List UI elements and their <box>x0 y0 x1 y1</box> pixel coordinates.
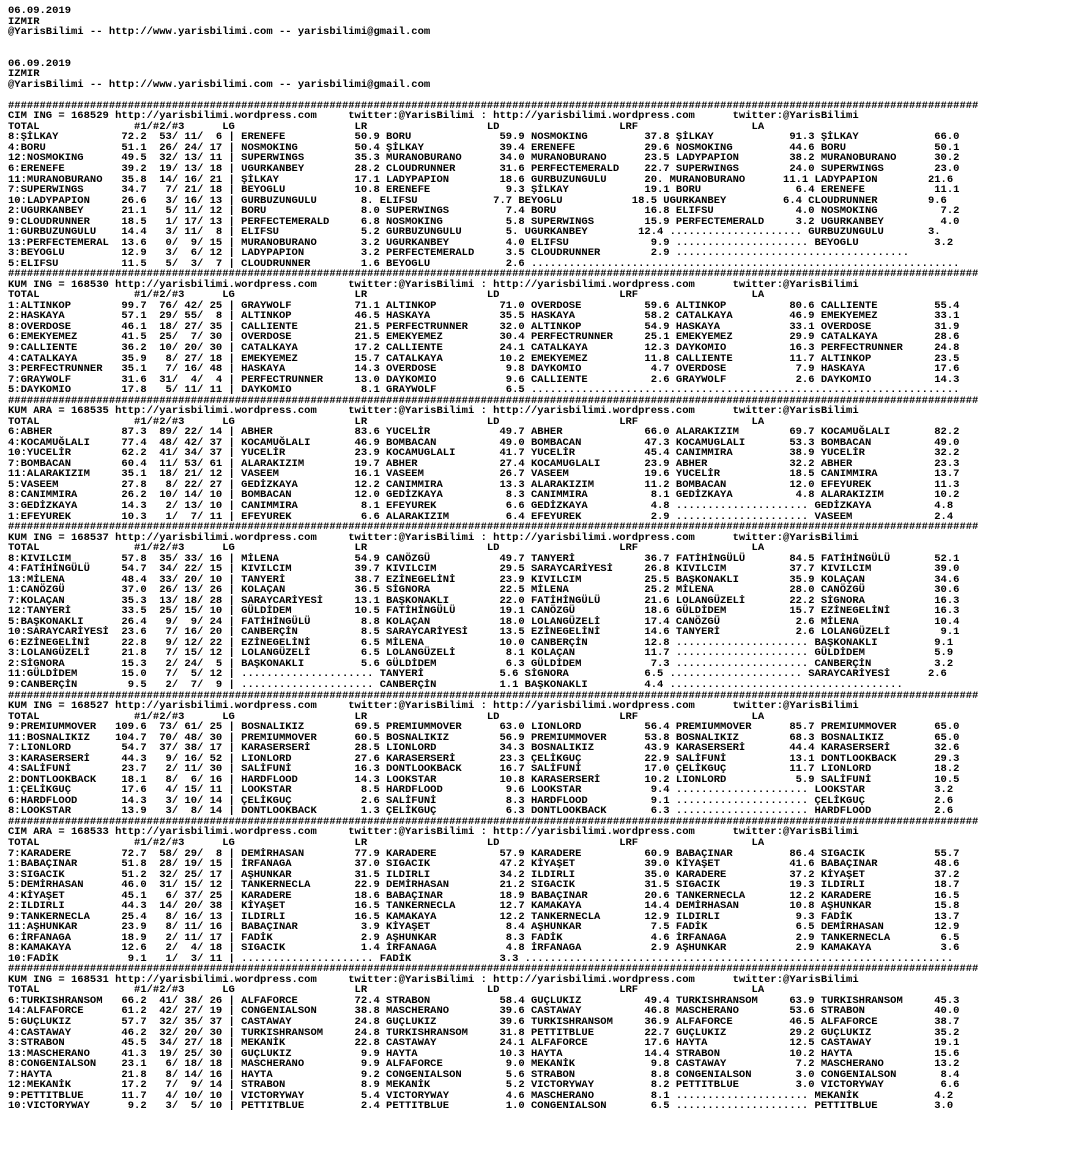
document-line: 2:SİGNORA 15.3 2/ 24/ 5 | BAŞKONAKLI 5.6 GÜLDİDEM 6.3 GÜLDİDEM 7.3 ..................... CANBERÇİN 3.2 <box>8 657 954 670</box>
document-line: 8:CONGENIALSON 23.1 6/ 18/ 18 | MASCHERANO 9.9 ALFAFORCE 9.0 MEKANİK 9.8 CASTAWAY 7.2 MASCHERANO 13.2 <box>8 1058 960 1071</box>
document-line: 11:AŞHUNKAR 23.9 8/ 11/ 16 | BABAÇINAR 3.9 KİYAŞET 8.4 AŞHUNKAR 7.5 FADİK 6.5 DEMİRHASAN 12.9 <box>8 921 960 934</box>
document-line: 6:EMEKYEMEZ 41.5 25/ 7/ 30 | OVERDOSE 21.5 EMEKYEMEZ 30.4 PERFECTRUNNER 25.1 EMEKYEMEZ 29.9 CATALKAYA 28.6 <box>8 331 960 344</box>
document-line: 7:KOLAÇAN 35.3 13/ 18/ 28 | SARAYCARİYESİ 13.1 BAŞKONAKLI 22.0 FATİHİNGÜLÜ 21.6 LOLANGÜZELİ 22.2 SİGNORA 16.3 <box>8 594 960 607</box>
document-line: ########################################################################################################################################################## <box>8 394 979 407</box>
document-line: 2:HASKAYA 57.1 29/ 55/ 8 | ALTINKOP 46.5 HASKAYA 35.5 HASKAYA 58.2 CATALKAYA 46.9 EMEKYEMEZ 33.1 <box>8 310 960 323</box>
document-line: KUM ARA = 168535 http://yarisbilimi.wordpress.com twitter:@YarisBilimi : http://yarisbilimi.wordpress.com twitter:@YarisBilimi <box>8 405 859 418</box>
document-line: ########################################################################################################################################################## <box>8 521 979 534</box>
document-line: 9:PREMIUMMOVER 109.6 73/ 61/ 25 | BOSNALIKIZ 69.5 PREMIUMMOVER 63.0 LIONLORD 56.4 PREMIUMMOVER 85.7 PREMIUMMOVER 65.0 <box>8 721 960 734</box>
document-line: @YarisBilimi -- http://www.yarisbilimi.com -- yarisbilimi@gmail.com <box>8 26 431 39</box>
document-line: 1:CANÖZGÜ 37.0 26/ 13/ 26 | KOLAÇAN 36.5 SİGNORA 22.5 MİLENA 25.2 MİLENA 28.0 CANÖZGÜ 30.6 <box>8 584 960 597</box>
document-line: 11:BOSNALIKIZ 104.7 70/ 48/ 30 | PREMIUMMOVER 60.5 BOSNALIKIZ 56.9 PREMIUMMOVER 53.8 BOSNALIKIZ 68.3 BOSNALIKIZ 65.0 <box>8 731 960 744</box>
document-line: KUM ING = 168527 http://yarisbilimi.wordpress.com twitter:@YarisBilimi : http://yarisbilimi.wordpress.com twitter:@YarisBilimi <box>8 700 859 713</box>
document-line: 10:LADYPAPION 26.6 3/ 16/ 13 | GURBUZUNGULU 8. ELIFSU 7.7 BEYOGLU 18.5 UGURKANBEY 6.4 CLOUDRUNNER 9.6 <box>8 194 947 207</box>
document-line: 8:KAMAKAYA 12.6 2/ 4/ 18 | SIGACIK 1.4 İRFANAGA 4.8 İRFANAGA 2.9 AŞHUNKAR 2.9 KAMAKAYA 3.6 <box>8 942 960 955</box>
document-line: 2:UGURKANBEY 21.1 5/ 11/ 12 | BORU 8.0 SUPERWINGS 7.4 BORU 16.8 ELIFSU 4.0 NOSMOKING 7.2 <box>8 205 960 218</box>
document-line: 7:GRAYWOLF 31.6 31/ 4/ 4 | PERFECTRUNNER 13.0 DAYKOMIO 9.6 CALLIENTE 2.6 GRAYWOLF 2.6 DAYKOMIO 14.3 <box>8 373 960 386</box>
document-line: CIM ING = 168529 http://yarisbilimi.wordpress.com twitter:@YarisBilimi : http://yarisbilimi.wordpress.com twitter:@YarisBilimi <box>8 110 859 123</box>
document-line: 3:STRABON 45.5 34/ 27/ 18 | MEKANİK 22.8 CASTAWAY 24.1 ALFAFORCE 17.6 HAYTA 12.5 CASTAWAY 19.1 <box>8 1037 960 1050</box>
document-line: 5:GUÇLUKIZ 57.7 32/ 35/ 37 | CASTAWAY 24.8 GUÇLUKIZ 39.6 TURKISHRANSOM 36.9 ALFAFORCE 46.5 ALFAFORCE 38.7 <box>8 1016 960 1028</box>
document-line: 1:ÇELİKGUÇ 17.6 4/ 15/ 11 | LOOKSTAR 8.5 HARDFLOOD 9.6 LOOKSTAR 9.4 ..................... LOOKSTAR 3.2 <box>8 784 954 797</box>
document-line: 8:ŞİLKAY 72.2 53/ 11/ 6 | ERENEFE 50.9 BORU 59.9 NOSMOKING 37.8 ŞİLKAY 91.3 ŞİLKAY 66.0 <box>8 131 960 144</box>
document-line: 6:İRFANAGA 18.9 2/ 11/ 17 | FADİK 2.9 AŞHUNKAR 8.3 FADİK 4.6 İRFANAGA 2.9 TANKERNECLA 6.5 <box>8 931 960 944</box>
document-line: 8:LOOKSTAR 13.9 3/ 8/ 14 | DONTLOOKBACK 1.3 ÇELİKGUÇ 6.3 DONTLOOKBACK 6.3 ..................... HARDFLOOD 2.6 <box>8 805 954 818</box>
document-line: 4:CATALKAYA 35.9 8/ 27/ 18 | EMEKYEMEZ 15.7 CATALKAYA 10.2 EMEKYEMEZ 11.8 CALLIENTE 11.7 ALTINKOP 23.5 <box>8 352 960 365</box>
document-line: 13:MİLENA 48.4 33/ 20/ 10 | TANYERİ 38.7 EZİNEGELİNİ 23.9 KIVILCIM 25.5 BAŞKONAKLI 35.9 KOLAÇAN 34.6 <box>8 573 960 586</box>
document-line: ########################################################################################################################################################## <box>8 268 979 281</box>
document-line: ########################################################################################################################################################## <box>8 815 979 828</box>
document-line: 7:BOMBACAN 60.4 11/ 53/ 61 | ALARAKIZIM 19.7 ABHER 27.4 KOCAMUGLALI 23.9 ABHER 32.2 ABHER 23.3 <box>8 457 960 470</box>
document-line: 10:YUCELİR 62.2 41/ 34/ 37 | YUCELİR 23.9 KOCAMUGLALI 41.7 YUCELİR 45.4 CANIMMIRA 38.9 YUCELİR 32.2 <box>8 447 960 460</box>
document-line: 6:HARDFLOOD 14.3 3/ 10/ 14 | ÇELİKGUÇ 2.6 SALİFUNİ 8.3 HARDFLOOD 9.1 ..................... ÇELİKGUÇ 2.6 <box>8 794 954 807</box>
document-line <box>8 38 1073 49</box>
document-line: 5:BAŞKONAKLI 26.4 9/ 9/ 24 | FATİHİNGÜLÜ 8.8 KOLAÇAN 18.0 LOLANGÜZELİ 17.4 CANÖZGÜ 2.6 MİLENA 10.4 <box>8 615 960 628</box>
document-line: 7:KARADERE 72.7 58/ 29/ 8 | DEMİRHASAN 77.9 KARADERE 57.9 KARADERE 60.9 BABAÇINAR 86.4 SIGACIK 55.7 <box>8 847 960 860</box>
document-line: 8:OVERDOSE 46.1 18/ 27/ 35 | CALLIENTE 21.5 PERFECTRUNNER 32.0 ALTINKOP 54.9 HASKAYA 33.1 OVERDOSE 31.9 <box>8 320 960 333</box>
document-line: 4:CASTAWAY 46.2 32/ 20/ 30 | TURKISHRANSOM 24.8 TURKISHRANSOM 31.8 PETTITBLUE 22.7 GUÇLUKIZ 29.2 GUÇLUKIZ 35.2 <box>8 1026 960 1039</box>
document-line: ########################################################################################################################################################## <box>8 99 979 112</box>
document-line: 13:PERFECTEMERAL 13.6 0/ 9/ 15 | MURANOBURANO 3.2 UGURKANBEY 4.0 ELIFSU 9.9 ..................... BEYOGLU 3.2 <box>8 236 954 249</box>
document-line: TOTAL #1/#2/#3 LG LR LD LRF LA <box>8 836 765 849</box>
document-line: 6:ABHER 87.3 89/ 22/ 14 | ABHER 83.6 YUCELİR 49.7 ABHER 66.0 ALARAKIZIM 69.7 KOCAMUĞLALI 82.2 <box>8 426 960 439</box>
document-line: 14:ALFAFORCE 61.2 42/ 27/ 19 | CONGENIALSON 38.8 MASCHERANO 39.6 CASTAWAY 46.8 MASCHERANO 53.6 STRABON 40.0 <box>8 1005 960 1018</box>
document-line: 6:ERENEFE 39.2 19/ 13/ 18 | UGURKANBEY 28.2 CLOUDRUNNER 31.6 PERFECTEMERALD 22.7 SUPERWINGS 24.0 SUPERWINGS 23.0 <box>8 162 960 175</box>
document-line: 3:GEDİZKAYA 14.3 2/ 13/ 10 | CANIMMIRA 8.1 EFEYUREK 6.6 GEDİZKAYA 4.8 ..................... GEDİZKAYA 4.8 <box>8 499 954 512</box>
document-line: 10:SARAYCARİYESİ 23.6 7/ 16/ 20 | CANBERÇİN 8.5 SARAYCARİYESİ 13.5 EZİNEGELİNİ 14.6 TANYERİ 2.6 LOLANGÜZELİ 9.1 <box>8 626 960 639</box>
document-line: 7:LIONLORD 54.7 37/ 38/ 17 | KARASERSERİ 28.5 LIONLORD 34.3 BOSNALIKIZ 43.9 KARASERSERİ 44.4 KARASERSERİ 32.6 <box>8 742 960 755</box>
document-line: 6:TURKISHRANSOM 66.2 41/ 38/ 26 | ALFAFORCE 72.4 STRABON 58.4 GUÇLUKIZ 49.4 TURKISHRANSOM 63.9 TURKISHRANSOM 45.3 <box>8 994 960 1007</box>
document-line: 10:VICTORYWAY 9.2 3/ 5/ 10 | PETTITBLUE 2.4 PETTITBLUE 1.0 CONGENIALSON 6.5 ..................... PETTITBLUE 3.0 <box>8 1100 954 1113</box>
document-line: KUM ING = 168537 http://yarisbilimi.wordpress.com twitter:@YarisBilimi : http://yarisbilimi.wordpress.com twitter:@YarisBilimi <box>8 531 859 544</box>
document-line: 8:CANIMMIRA 26.2 10/ 14/ 10 | BOMBACAN 12.0 GEDİZKAYA 8.3 CANIMMIRA 8.1 GEDİZKAYA 4.8 ALARAKIZIM 10.2 <box>8 489 960 502</box>
document-line: 5:DEMİRHASAN 46.0 31/ 15/ 12 | TANKERNECLA 22.9 DEMİRHASAN 21.2 SIGACIK 31.5 SIGACIK 19.3 ILDIRLI 18.7 <box>8 879 960 892</box>
document-line: 13:MASCHERANO 41.3 19/ 25/ 30 | GUÇLUKIZ 9.9 HAYTA 10.3 HAYTA 14.4 STRABON 10.2 HAYTA 15.6 <box>8 1047 960 1060</box>
document-line <box>8 48 1073 59</box>
document-line: TOTAL #1/#2/#3 LG LR LD LRF LA <box>8 415 765 428</box>
document-line: 10:FADİK 9.1 1/ 3/ 11 | ..................... FADİK 3.3 .................................................................... <box>8 952 954 965</box>
document-line: ########################################################################################################################################################## <box>8 963 979 976</box>
document-line: 4:KİYAŞET 45.1 6/ 37/ 25 | KARADERE 18.6 BABAÇINAR 18.9 BABAÇINAR 20.6 TANKERNECLA 12.2 KARADERE 16.5 <box>8 889 960 902</box>
document-line: 4:BORU 51.1 26/ 24/ 17 | NOSMOKING 50.4 ŞİLKAY 39.4 ERENEFE 29.6 NOSMOKING 44.6 BORU 50.1 <box>8 141 960 154</box>
document-line: IZMIR <box>8 68 40 81</box>
document-line: TOTAL #1/#2/#3 LG LR LD LRF LA <box>8 984 765 997</box>
document-line: TOTAL #1/#2/#3 LG LR LD LRF LA <box>8 120 765 133</box>
document-line: 9:CLOUDRUNNER 18.5 1/ 17/ 13 | PERFECTEMERALD 6.8 NOSMOKING 5.8 SUPERWINGS 15.9 PERFECTEMERALD 3.2 UGURKANBEY 4.0 <box>8 215 960 228</box>
document-line: 6:EZİNEGELİNİ 22.8 9/ 12/ 22 | EZİNEGELİNİ 6.5 MİLENA 10.0 CANBERÇİN 12.8 ..................... BAŞKONAKLI 9.1 <box>8 636 954 649</box>
document-line: 3:BEYOGLU 12.9 3/ 6/ 12 | LADYPAPION 3.2 PERFECTEMERALD 3.5 CLOUDRUNNER 2.9 ..................................... <box>8 247 910 260</box>
document-line: 11:GÜLDİDEM 15.0 7/ 5/ 12 | ..................... TANYERİ 5.6 SİGNORA 6.5 ..................... SARAYCARİYESİ 2.6 <box>8 668 947 681</box>
document-line: 4:KOCAMUĞLALI 77.4 48/ 42/ 37 | KOCAMUĞLALI 46.9 BOMBACAN 49.0 BOMBACAN 47.3 KOCAMUGLALI 53.3 BOMBACAN 49.0 <box>8 436 960 449</box>
document-line: 4:SALİFUNİ 23.7 2/ 11/ 30 | SALİFUNİ 16.3 DONTLOOKBACK 16.7 SALİFUNİ 17.0 ÇELİKGUÇ 11.7 LIONLORD 18.2 <box>8 763 960 776</box>
document-line: TOTAL #1/#2/#3 LG LR LD LRF LA <box>8 289 765 302</box>
document-line: 5:ELIFSU 11.5 5/ 3/ 7 | CLOUDRUNNER 1.6 BEYOGLU 2.6 .................................................................... <box>8 257 960 270</box>
document-line: 9:CANBERÇİN 9.5 2/ 7/ 9 | ..................... CANBERÇİN 1.1 BAŞKONAKLI 4.4 ..................................... <box>8 679 903 691</box>
document-line: KUM ING = 168531 http://yarisbilimi.wordpress.com twitter:@YarisBilimi : http://yarisbilimi.wordpress.com twitter:@YarisBilimi <box>8 973 859 986</box>
document-line: 11:ALARAKIZIM 35.1 18/ 21/ 12 | VASEEM 16.1 VASEEM 26.7 VASEEM 19.6 YUCELİR 18.5 CANIMMIRA 13.7 <box>8 468 960 481</box>
document-line: 4:FATİHİNGÜLÜ 54.7 34/ 22/ 15 | KIVILCIM 39.7 KIVILCIM 29.5 SARAYCARİYESİ 26.8 KIVILCIM 37.7 KIVILCIM 39.0 <box>8 563 960 576</box>
document-line: 8:KIVILCIM 57.8 35/ 33/ 16 | MİLENA 54.9 CANÖZGÜ 49.7 TANYERİ 36.7 FATİHİNGÜLÜ 84.5 FATİHİNGÜLÜ 52.1 <box>8 552 960 565</box>
document-line: 5:DAYKOMIO 17.8 5/ 11/ 11 | DAYKOMIO 8.1 GRAYWOLF 6.5 .................................................................... <box>8 384 960 397</box>
document-line: 7:SUPERWINGS 34.7 7/ 21/ 18 | BEYOGLU 10.8 ERENEFE 9.3 ŞİLKAY 19.1 BORU 6.4 ERENEFE 11.1 <box>8 184 960 197</box>
document-line: 3:LOLANGÜZELİ 21.8 7/ 15/ 12 | LOLANGÜZELİ 6.5 LOLANGÜZELİ 8.1 KOLAÇAN 11.7 ..................... GÜLDİDEM 5.9 <box>8 647 954 660</box>
document-line: TOTAL #1/#2/#3 LG LR LD LRF LA <box>8 710 765 723</box>
document-line: 9:PETTITBLUE 11.7 4/ 10/ 10 | VICTORYWAY 5.4 VICTORYWAY 4.6 MASCHERANO 8.1 ..................... MEKANİK 4.2 <box>8 1089 954 1102</box>
document-line: 06.09.2019 <box>8 57 72 70</box>
document-line: @YarisBilimi -- http://www.yarisbilimi.com -- yarisbilimi@gmail.com <box>8 78 431 91</box>
document-line: 1:BABAÇINAR 51.8 28/ 19/ 15 | İRFANAGA 37.0 SIGACIK 47.2 KİYAŞET 39.0 KİYAŞET 41.6 BABAÇINAR 48.6 <box>8 858 960 871</box>
document-line: 3:SIGACIK 51.2 32/ 25/ 17 | AŞHUNKAR 31.5 ILDIRLI 34.2 ILDIRLI 35.0 KARADERE 37.2 KİYAŞET 37.2 <box>8 868 960 881</box>
document-line: KUM ING = 168530 http://yarisbilimi.wordpress.com twitter:@YarisBilimi : http://yarisbilimi.wordpress.com twitter:@YarisBilimi <box>8 278 859 291</box>
document-line: ########################################################################################################################################################## <box>8 689 979 702</box>
document-line: 12:NOSMOKING 49.5 32/ 13/ 11 | SUPERWINGS 35.3 MURANOBURANO 34.0 MURANOBURANO 23.5 LADYPAPION 38.2 MURANOBURANO 30.2 <box>8 152 960 165</box>
document-line: 11:MURANOBURANO 35.8 14/ 16/ 21 | ŞİLKAY 17.1 LADYPAPION 18.6 GURBUZUNGULU 20. MURANOBURANO 11.1 LADYPAPION 21.6 <box>8 173 954 186</box>
document-line: 5:VASEEM 27.8 8/ 22/ 27 | GEDİZKAYA 12.2 CANIMMIRA 13.3 ALARAKIZIM 11.2 BOMBACAN 12.0 EFEYUREK 11.3 <box>8 478 960 491</box>
document-line: TOTAL #1/#2/#3 LG LR LD LRF LA <box>8 542 765 555</box>
document-line: 2:DONTLOOKBACK 18.1 8/ 6/ 16 | HARDFLOOD 14.3 LOOKSTAR 10.8 KARASERSERİ 10.2 LIONLORD 5.9 SALİFUNİ 10.5 <box>8 773 960 786</box>
document-line: 12:TANYERİ 33.5 25/ 15/ 10 | GÜLDİDEM 10.5 FATİHİNGÜLÜ 19.1 CANÖZGÜ 18.6 GÜLDİDEM 15.7 EZİNEGELİNİ 16.3 <box>8 605 960 618</box>
document-line: 1:ALTINKOP 99.7 76/ 42/ 25 | GRAYWOLF 71.1 ALTINKOP 71.0 OVERDOSE 59.6 ALTINKOP 80.6 CALLIENTE 55.4 <box>8 299 960 312</box>
document-line: IZMIR <box>8 15 40 28</box>
document-line: 3:PERFECTRUNNER 35.1 7/ 16/ 48 | HASKAYA 14.3 OVERDOSE 9.8 DAYKOMIO 4.7 OVERDOSE 7.9 HASKAYA 17.6 <box>8 363 960 376</box>
document-line: 1:EFEYUREK 10.3 1/ 7/ 11 | EFEYUREK 6.6 ALARAKIZIM 6.4 EFEYUREK 2.9 ..................... VASEEM 2.4 <box>8 510 954 523</box>
document-line: 2:ILDIRLI 44.3 14/ 20/ 38 | KİYAŞET 16.5 TANKERNECLA 12.7 KAMAKAYA 14.4 DEMİRHASAN 10.8 AŞHUNKAR 15.8 <box>8 900 960 913</box>
document-line: 7:HAYTA 21.8 8/ 14/ 16 | HAYTA 9.2 CONGENIALSON 5.6 STRABON 8.8 CONGENIALSON 3.0 CONGENIALSON 8.4 <box>8 1068 960 1081</box>
document-line: 9:CALLIENTE 36.2 10/ 20/ 30 | CATALKAYA 17.2 CALLIENTE 24.1 CATALKAYA 12.3 DAYKOMIO 16.3 PERFECTRUNNER 24.8 <box>8 342 960 354</box>
document-line: 3:KARASERSERİ 44.3 9/ 16/ 52 | LIONLORD 27.6 KARASERSERİ 23.3 ÇELİKGUÇ 22.9 SALİFUNİ 13.1 DONTLOOKBACK 29.3 <box>8 752 960 765</box>
document-line: 1:GURBUZUNGULU 14.4 3/ 11/ 8 | ELIFSU 5.2 GURBUZUNGULU 5. UGURKANBEY 12.4 ..................... GURBUZUNGULU 3. <box>8 226 941 239</box>
document-line: CIM ARA = 168533 http://yarisbilimi.wordpress.com twitter:@YarisBilimi : http://yarisbilimi.wordpress.com twitter:@YarisBilimi <box>8 826 859 839</box>
document-line: 06.09.2019 <box>8 5 72 17</box>
document-line: 12:MEKANİK 17.2 7/ 9/ 14 | STRABON 8.9 MEKANİK 5.2 VICTORYWAY 8.2 PETTITBLUE 3.0 VICTORYWAY 6.6 <box>8 1079 960 1092</box>
document-line: 9:TANKERNECLA 25.4 8/ 16/ 13 | ILDIRLI 16.5 KAMAKAYA 12.2 TANKERNECLA 12.9 ILDIRLI 9.3 FADİK 13.7 <box>8 910 960 923</box>
